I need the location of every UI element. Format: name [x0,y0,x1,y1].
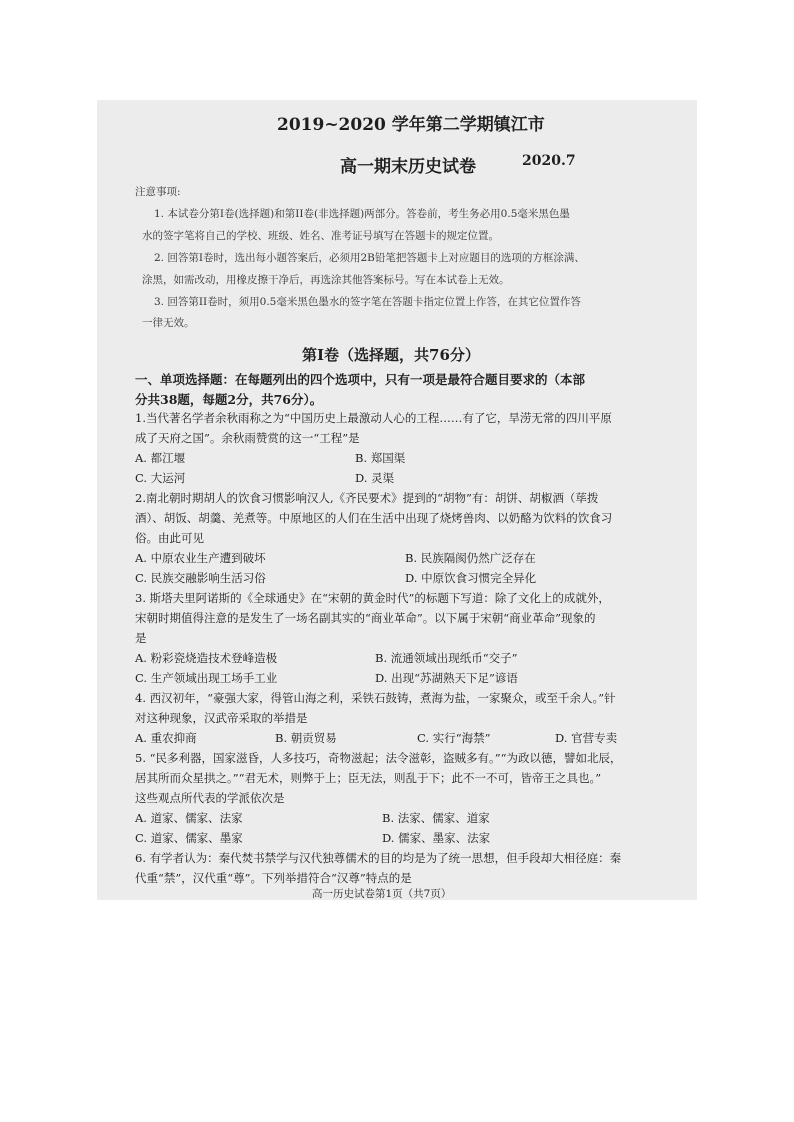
question-text: 这些观点所代表的学派依次是 [135,791,285,805]
question-text: 是 [135,631,147,645]
option-a: A. 中原农业生产遭到破坏 [135,551,266,565]
option-d: D. 中原饮食习惯完全异化 [405,571,537,585]
question-text: 俗。由此可见 [135,531,204,545]
question-text: 成了天府之国”。余秋雨赞赏的这一“工程”是 [135,431,360,445]
notice-line: 水的签字笔将自己的学校、班级、姓名、准考证号填写在答题卡的规定位置。 [142,230,499,242]
option-a: A. 重农抑商 [135,731,197,745]
page-footer: 高一历史试卷第1页（共7页） [312,888,452,900]
notice-line: 2. 回答第I卷时，选出每小题答案后，必须用2B铅笔把答题卡上对应题目的选项的方框涂满、 [154,252,585,264]
question-text: 3. 斯塔夫里阿诺斯的《全球通史》在“宋朝的黄金时代”的标题下写道：除了文化上的成就外， [135,591,610,605]
notice-line: 一律无效。 [142,317,195,329]
question-text: 1.当代著名学者余秋雨称之为“中国历史上最激动人心的工程……有了它，旱涝无常的四川平原 [135,411,612,425]
option-c: C. 道家、儒家、墨家 [135,831,243,845]
option-b: B. 流通领域出现纸币“交子” [375,651,518,665]
exam-page [97,100,697,900]
question-text: 居其所而众星拱之。”“君无术，则弊于上；臣无法，则乱于下；此不一不可，皆帝王之具也。” [135,771,602,785]
option-c: C. 实行“海禁” [417,731,491,745]
option-b: B. 法家、儒家、道家 [382,811,490,825]
section-instruction: 分共38题，每题2分，共76分）。 [135,392,323,407]
question-text: 宋朝时期值得注意的是发生了一场名副其实的“商业革命”。以下属于宋朝“商业革命”现象的 [135,611,596,625]
notice-line: 3. 回答第II卷时，须用0.5毫米黑色墨水的签字笔在答题卡指定位置上作答，在其它位置作答 [154,296,581,308]
option-d: D. 官营专卖 [555,731,618,745]
notice-heading: 注意事项: [135,186,181,198]
option-c: C. 大运河 [135,471,186,485]
option-d: D. 出现“苏湖熟天下足”谚语 [375,671,518,685]
option-a: A. 都江堰 [135,451,186,465]
option-b: B. 民族隔阂仍然广泛存在 [405,551,536,565]
question-text: 6. 有学者认为：秦代焚书禁学与汉代独尊儒术的目的均是为了统一思想，但手段却大相径庭：秦 [135,851,622,865]
section-instruction: 一、单项选择题：在每题列出的四个选项中，只有一项是最符合题目要求的（本部 [135,372,586,387]
exam-title: 2019~2020 学年第二学期镇江市 [277,115,545,135]
option-a: A. 道家、儒家、法家 [135,811,243,825]
question-text: 代重“禁”，汉代重“尊”。下列举措符合“汉尊”特点的是 [135,871,412,885]
question-text: 5. “民多利器，国家滋昏，人多技巧，奇物滋起；法令滋彰，盗贼多有。”“为政以德，譬如北辰， [135,751,622,765]
option-c: C. 生产领域出现工场手工业 [135,671,278,685]
option-b: B. 郑国渠 [355,451,406,465]
question-text: 酒）、胡饭、胡羹、羌煮等。中原地区的人们在生活中出现了烧烤兽肉、以奶酪为饮料的饮食习 [135,511,613,525]
exam-subtitle: 高一期末历史试卷 [340,157,476,177]
option-c: C. 民族交融影响生活习俗 [135,571,266,585]
option-b: B. 朝贡贸易 [275,731,337,745]
notice-line: 1. 本试卷分第I卷(选择题)和第II卷(非选择题)两部分。答卷前，考生务必用0.5毫米黑色墨 [154,208,570,220]
option-a: A. 粉彩瓷烧造技术登峰造极 [135,651,278,665]
question-text: 2.南北朝时期胡人的饮食习惯影响汉人,《齐民要术》提到的“胡物”有：胡饼、胡椒酒（荜拨 [135,491,599,505]
exam-date: 2020.7 [522,153,576,169]
option-d: D. 儒家、墨家、法家 [382,831,491,845]
option-d: D. 灵渠 [355,471,395,485]
question-text: 4. 西汉初年，“豪强大家，得管山海之利，采铁石鼓铸，煮海为盐，一家聚众，或至千余人。”针 [135,691,616,705]
section-title: 第I卷（选择题，共76分） [302,346,480,364]
question-text: 对这种现象，汉武帝采取的举措是 [135,711,308,725]
notice-line: 涂黑，如需改动，用橡皮擦干净后，再选涂其他答案标号。写在本试卷上无效。 [142,274,510,286]
